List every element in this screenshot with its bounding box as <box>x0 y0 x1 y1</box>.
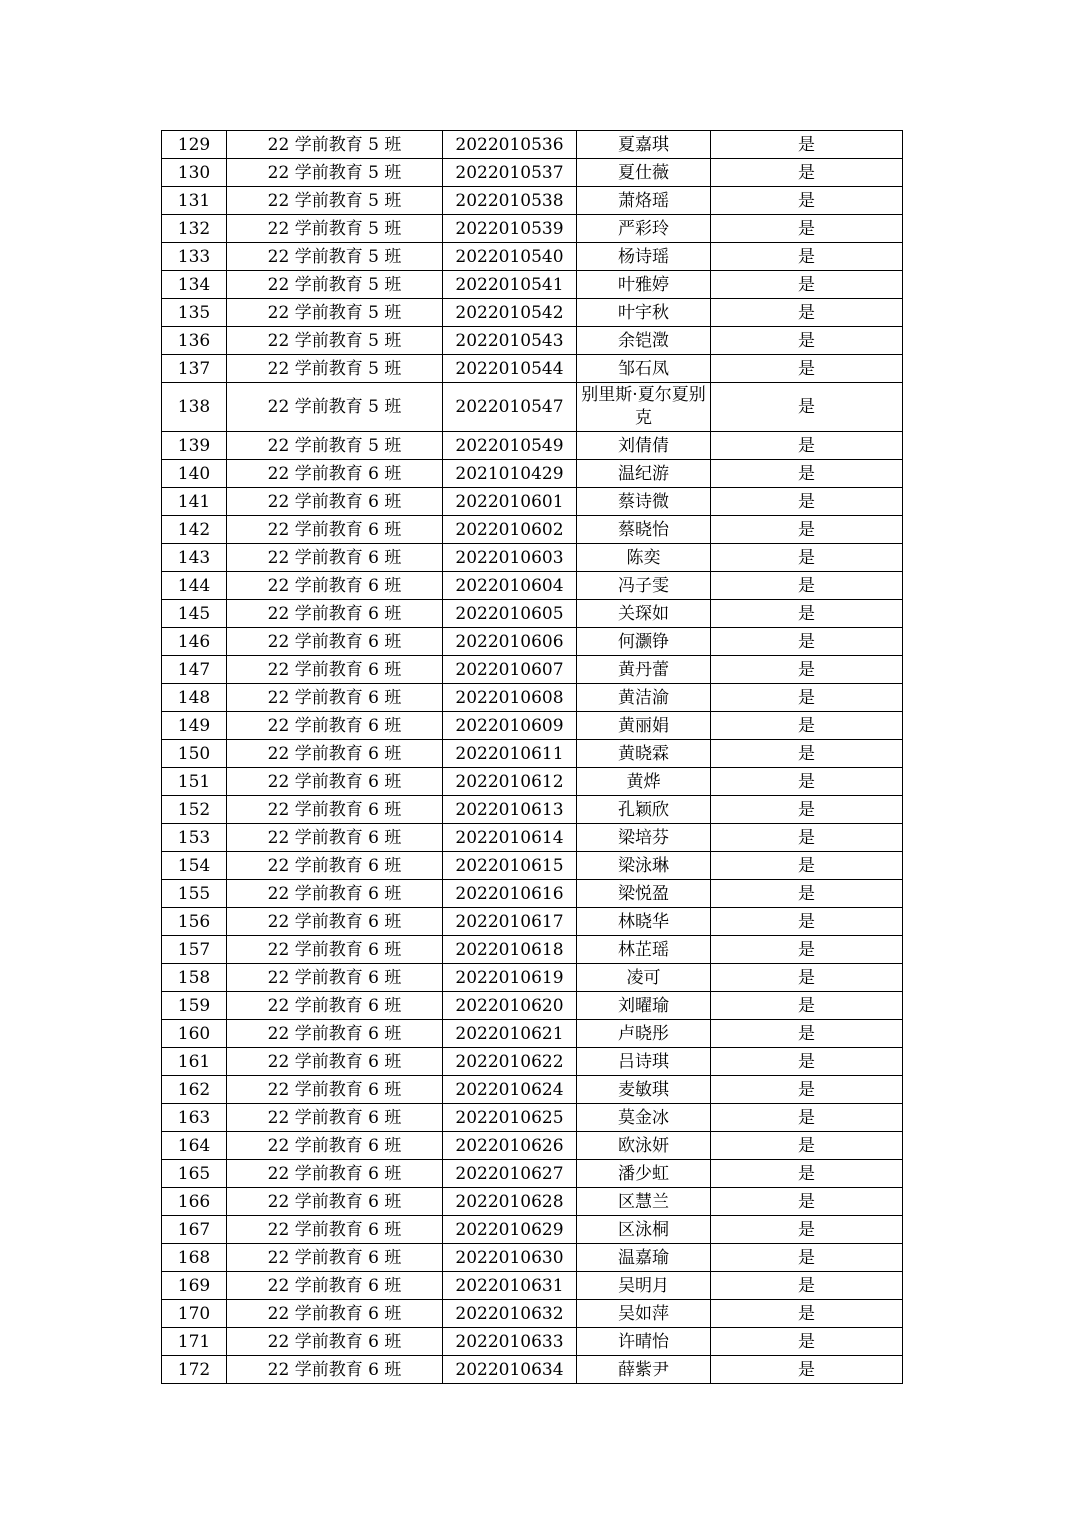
student-name-cell: 梁泳琳 <box>577 852 711 880</box>
class-name-cell: 22 学前教育 5 班 <box>227 187 443 215</box>
table-row <box>162 684 903 712</box>
table-row <box>162 131 903 159</box>
table-row <box>162 712 903 740</box>
student-name-cell: 蔡诗微 <box>577 488 711 516</box>
table-row <box>162 1216 903 1244</box>
status-cell: 是 <box>711 1356 903 1384</box>
status-cell: 是 <box>711 712 903 740</box>
class-name-cell: 22 学前教育 6 班 <box>227 1132 443 1160</box>
student-name-cell: 潘少虹 <box>577 1160 711 1188</box>
table-row <box>162 1076 903 1104</box>
class-name-cell: 22 学前教育 6 班 <box>227 460 443 488</box>
student-id-cell: 2022010538 <box>443 187 577 215</box>
row-number-cell: 171 <box>162 1328 227 1356</box>
class-name-cell: 22 学前教育 6 班 <box>227 1020 443 1048</box>
student-id-cell: 2022010608 <box>443 684 577 712</box>
student-id-cell: 2022010634 <box>443 1356 577 1384</box>
student-id-cell: 2022010543 <box>443 327 577 355</box>
student-id-cell: 2022010612 <box>443 768 577 796</box>
student-id-cell: 2022010615 <box>443 852 577 880</box>
class-name-cell: 22 学前教育 6 班 <box>227 908 443 936</box>
student-name-cell: 莫金冰 <box>577 1104 711 1132</box>
row-number-cell: 136 <box>162 327 227 355</box>
table-row <box>162 383 903 432</box>
row-number-cell: 155 <box>162 880 227 908</box>
student-name-cell: 冯子雯 <box>577 572 711 600</box>
status-cell: 是 <box>711 768 903 796</box>
table-row <box>162 516 903 544</box>
student-id-cell: 2022010547 <box>443 383 577 432</box>
table-row <box>162 215 903 243</box>
table-row <box>162 544 903 572</box>
student-id-cell: 2022010603 <box>443 544 577 572</box>
student-id-cell: 2022010614 <box>443 824 577 852</box>
table-row <box>162 740 903 768</box>
class-name-cell: 22 学前教育 6 班 <box>227 740 443 768</box>
status-cell: 是 <box>711 299 903 327</box>
status-cell: 是 <box>711 1020 903 1048</box>
student-name-cell: 邹石凤 <box>577 355 711 383</box>
table-row <box>162 880 903 908</box>
student-name-cell: 萧烙瑶 <box>577 187 711 215</box>
student-id-cell: 2022010624 <box>443 1076 577 1104</box>
student-id-cell: 2022010622 <box>443 1048 577 1076</box>
class-name-cell: 22 学前教育 6 班 <box>227 796 443 824</box>
row-number-cell: 129 <box>162 131 227 159</box>
row-number-cell: 156 <box>162 908 227 936</box>
student-id-cell: 2022010540 <box>443 243 577 271</box>
row-number-cell: 162 <box>162 1076 227 1104</box>
student-name-cell: 黄丽娟 <box>577 712 711 740</box>
student-name-cell: 梁悦盈 <box>577 880 711 908</box>
table-row <box>162 243 903 271</box>
student-id-cell: 2022010605 <box>443 600 577 628</box>
status-cell: 是 <box>711 131 903 159</box>
student-name-cell: 黄烨 <box>577 768 711 796</box>
table-row <box>162 852 903 880</box>
student-name-cell: 夏仕薇 <box>577 159 711 187</box>
row-number-cell: 167 <box>162 1216 227 1244</box>
status-cell: 是 <box>711 880 903 908</box>
student-id-cell: 2022010541 <box>443 271 577 299</box>
status-cell: 是 <box>711 740 903 768</box>
class-name-cell: 22 学前教育 6 班 <box>227 572 443 600</box>
status-cell: 是 <box>711 1216 903 1244</box>
table-row <box>162 824 903 852</box>
student-name-cell: 温嘉瑜 <box>577 1244 711 1272</box>
status-cell: 是 <box>711 908 903 936</box>
student-name-cell: 林晓华 <box>577 908 711 936</box>
table-row <box>162 488 903 516</box>
class-name-cell: 22 学前教育 6 班 <box>227 1328 443 1356</box>
row-number-cell: 142 <box>162 516 227 544</box>
table-row <box>162 908 903 936</box>
class-name-cell: 22 学前教育 5 班 <box>227 383 443 432</box>
student-name-cell: 严彩玲 <box>577 215 711 243</box>
student-name-cell: 蔡晓怡 <box>577 516 711 544</box>
class-name-cell: 22 学前教育 6 班 <box>227 1104 443 1132</box>
table-row <box>162 992 903 1020</box>
class-name-cell: 22 学前教育 6 班 <box>227 1300 443 1328</box>
status-cell: 是 <box>711 796 903 824</box>
status-cell: 是 <box>711 271 903 299</box>
status-cell: 是 <box>711 628 903 656</box>
student-id-cell: 2022010620 <box>443 992 577 1020</box>
row-number-cell: 150 <box>162 740 227 768</box>
row-number-cell: 147 <box>162 656 227 684</box>
row-number-cell: 145 <box>162 600 227 628</box>
class-name-cell: 22 学前教育 6 班 <box>227 488 443 516</box>
student-name-cell: 黄洁渝 <box>577 684 711 712</box>
row-number-cell: 138 <box>162 383 227 432</box>
student-id-cell: 2022010606 <box>443 628 577 656</box>
row-number-cell: 139 <box>162 432 227 460</box>
class-name-cell: 22 学前教育 5 班 <box>227 327 443 355</box>
row-number-cell: 158 <box>162 964 227 992</box>
student-id-cell: 2022010536 <box>443 131 577 159</box>
student-name-cell: 何灏铮 <box>577 628 711 656</box>
student-name-cell: 刘曜瑜 <box>577 992 711 1020</box>
row-number-cell: 134 <box>162 271 227 299</box>
student-id-cell: 2022010609 <box>443 712 577 740</box>
class-name-cell: 22 学前教育 6 班 <box>227 880 443 908</box>
status-cell: 是 <box>711 1132 903 1160</box>
student-name-cell: 黄丹蕾 <box>577 656 711 684</box>
table-row <box>162 271 903 299</box>
student-name-cell: 麦敏琪 <box>577 1076 711 1104</box>
row-number-cell: 172 <box>162 1356 227 1384</box>
status-cell: 是 <box>711 936 903 964</box>
class-name-cell: 22 学前教育 6 班 <box>227 852 443 880</box>
row-number-cell: 160 <box>162 1020 227 1048</box>
row-number-cell: 137 <box>162 355 227 383</box>
status-cell: 是 <box>711 215 903 243</box>
student-id-cell: 2022010626 <box>443 1132 577 1160</box>
student-name-cell: 黄晓霖 <box>577 740 711 768</box>
status-cell: 是 <box>711 460 903 488</box>
class-name-cell: 22 学前教育 6 班 <box>227 628 443 656</box>
row-number-cell: 141 <box>162 488 227 516</box>
row-number-cell: 148 <box>162 684 227 712</box>
table-row <box>162 1104 903 1132</box>
student-name-cell: 吴如萍 <box>577 1300 711 1328</box>
student-id-cell: 2022010544 <box>443 355 577 383</box>
student-id-cell: 2022010628 <box>443 1188 577 1216</box>
row-number-cell: 157 <box>162 936 227 964</box>
student-id-cell: 2022010617 <box>443 908 577 936</box>
student-name-cell: 余铠澂 <box>577 327 711 355</box>
row-number-cell: 168 <box>162 1244 227 1272</box>
student-name-cell: 刘倩倩 <box>577 432 711 460</box>
student-name-cell: 欧泳妍 <box>577 1132 711 1160</box>
student-id-cell: 2022010611 <box>443 740 577 768</box>
status-cell: 是 <box>711 824 903 852</box>
student-name-cell: 林芷瑶 <box>577 936 711 964</box>
status-cell: 是 <box>711 187 903 215</box>
status-cell: 是 <box>711 684 903 712</box>
student-name-cell: 夏嘉琪 <box>577 131 711 159</box>
student-name-cell: 陈奕 <box>577 544 711 572</box>
status-cell: 是 <box>711 383 903 432</box>
status-cell: 是 <box>711 1300 903 1328</box>
student-id-cell: 2022010537 <box>443 159 577 187</box>
status-cell: 是 <box>711 992 903 1020</box>
student-name-cell: 凌可 <box>577 964 711 992</box>
status-cell: 是 <box>711 488 903 516</box>
student-id-cell: 2022010629 <box>443 1216 577 1244</box>
status-cell: 是 <box>711 516 903 544</box>
row-number-cell: 154 <box>162 852 227 880</box>
class-name-cell: 22 学前教育 6 班 <box>227 768 443 796</box>
status-cell: 是 <box>711 1188 903 1216</box>
table-row <box>162 1188 903 1216</box>
row-number-cell: 163 <box>162 1104 227 1132</box>
row-number-cell: 143 <box>162 544 227 572</box>
class-name-cell: 22 学前教育 6 班 <box>227 1356 443 1384</box>
status-cell: 是 <box>711 1048 903 1076</box>
class-name-cell: 22 学前教育 6 班 <box>227 992 443 1020</box>
student-id-cell: 2022010616 <box>443 880 577 908</box>
row-number-cell: 140 <box>162 460 227 488</box>
status-cell: 是 <box>711 656 903 684</box>
student-list-table <box>161 130 903 1384</box>
student-id-cell: 2022010607 <box>443 656 577 684</box>
status-cell: 是 <box>711 1272 903 1300</box>
status-cell: 是 <box>711 159 903 187</box>
student-name-cell: 梁培芬 <box>577 824 711 852</box>
class-name-cell: 22 学前教育 6 班 <box>227 1160 443 1188</box>
class-name-cell: 22 学前教育 5 班 <box>227 355 443 383</box>
student-id-cell: 2022010632 <box>443 1300 577 1328</box>
student-id-cell: 2022010627 <box>443 1160 577 1188</box>
status-cell: 是 <box>711 600 903 628</box>
student-name-cell: 区泳桐 <box>577 1216 711 1244</box>
table-row <box>162 1356 903 1384</box>
student-id-cell: 2022010619 <box>443 964 577 992</box>
student-id-cell: 2022010625 <box>443 1104 577 1132</box>
row-number-cell: 159 <box>162 992 227 1020</box>
student-name-cell: 薛紫尹 <box>577 1356 711 1384</box>
class-name-cell: 22 学前教育 6 班 <box>227 1244 443 1272</box>
student-id-cell: 2022010549 <box>443 432 577 460</box>
class-name-cell: 22 学前教育 6 班 <box>227 824 443 852</box>
status-cell: 是 <box>711 1076 903 1104</box>
class-name-cell: 22 学前教育 6 班 <box>227 1048 443 1076</box>
student-id-cell: 2022010618 <box>443 936 577 964</box>
row-number-cell: 146 <box>162 628 227 656</box>
table-row <box>162 936 903 964</box>
student-name-cell: 许晴怡 <box>577 1328 711 1356</box>
class-name-cell: 22 学前教育 6 班 <box>227 656 443 684</box>
status-cell: 是 <box>711 964 903 992</box>
table-row <box>162 1244 903 1272</box>
class-name-cell: 22 学前教育 5 班 <box>227 131 443 159</box>
status-cell: 是 <box>711 1328 903 1356</box>
row-number-cell: 161 <box>162 1048 227 1076</box>
student-id-cell: 2022010613 <box>443 796 577 824</box>
class-name-cell: 22 学前教育 5 班 <box>227 299 443 327</box>
row-number-cell: 152 <box>162 796 227 824</box>
student-name-cell: 吕诗琪 <box>577 1048 711 1076</box>
table-row <box>162 964 903 992</box>
status-cell: 是 <box>711 1104 903 1132</box>
table-row <box>162 460 903 488</box>
class-name-cell: 22 学前教育 6 班 <box>227 964 443 992</box>
student-id-cell: 2022010601 <box>443 488 577 516</box>
status-cell: 是 <box>711 572 903 600</box>
status-cell: 是 <box>711 852 903 880</box>
row-number-cell: 170 <box>162 1300 227 1328</box>
table-row <box>162 572 903 600</box>
class-name-cell: 22 学前教育 5 班 <box>227 159 443 187</box>
table-row <box>162 432 903 460</box>
table-body <box>162 131 903 1384</box>
student-id-cell: 2022010633 <box>443 1328 577 1356</box>
row-number-cell: 164 <box>162 1132 227 1160</box>
student-name-cell: 孔颖欣 <box>577 796 711 824</box>
table-row <box>162 327 903 355</box>
student-name-cell: 叶雅婷 <box>577 271 711 299</box>
student-id-cell: 2021010429 <box>443 460 577 488</box>
class-name-cell: 22 学前教育 6 班 <box>227 684 443 712</box>
row-number-cell: 131 <box>162 187 227 215</box>
table-row <box>162 1132 903 1160</box>
student-id-cell: 2022010621 <box>443 1020 577 1048</box>
student-name-cell: 叶宇秋 <box>577 299 711 327</box>
student-name-cell: 杨诗瑶 <box>577 243 711 271</box>
table-row <box>162 1048 903 1076</box>
student-name-cell: 关琛如 <box>577 600 711 628</box>
row-number-cell: 166 <box>162 1188 227 1216</box>
class-name-cell: 22 学前教育 5 班 <box>227 243 443 271</box>
student-name-cell: 吴明月 <box>577 1272 711 1300</box>
table-row <box>162 796 903 824</box>
status-cell: 是 <box>711 432 903 460</box>
status-cell: 是 <box>711 327 903 355</box>
student-name-cell: 温纪游 <box>577 460 711 488</box>
table-row <box>162 628 903 656</box>
student-id-cell: 2022010539 <box>443 215 577 243</box>
row-number-cell: 133 <box>162 243 227 271</box>
table-row <box>162 187 903 215</box>
table-row <box>162 600 903 628</box>
table-row <box>162 355 903 383</box>
student-id-cell: 2022010631 <box>443 1272 577 1300</box>
row-number-cell: 169 <box>162 1272 227 1300</box>
table-row <box>162 1300 903 1328</box>
table-row <box>162 1328 903 1356</box>
class-name-cell: 22 学前教育 6 班 <box>227 544 443 572</box>
table-row <box>162 159 903 187</box>
status-cell: 是 <box>711 1160 903 1188</box>
table-row <box>162 1272 903 1300</box>
class-name-cell: 22 学前教育 5 班 <box>227 271 443 299</box>
class-name-cell: 22 学前教育 6 班 <box>227 1076 443 1104</box>
student-name-cell: 区慧兰 <box>577 1188 711 1216</box>
row-number-cell: 132 <box>162 215 227 243</box>
row-number-cell: 149 <box>162 712 227 740</box>
status-cell: 是 <box>711 243 903 271</box>
status-cell: 是 <box>711 544 903 572</box>
table-row <box>162 1160 903 1188</box>
student-name-cell: 别里斯·夏尔夏别克 <box>577 383 711 432</box>
student-name-cell: 卢晓彤 <box>577 1020 711 1048</box>
class-name-cell: 22 学前教育 6 班 <box>227 516 443 544</box>
table-row <box>162 1020 903 1048</box>
row-number-cell: 151 <box>162 768 227 796</box>
student-id-cell: 2022010602 <box>443 516 577 544</box>
row-number-cell: 135 <box>162 299 227 327</box>
student-id-cell: 2022010604 <box>443 572 577 600</box>
row-number-cell: 153 <box>162 824 227 852</box>
student-id-cell: 2022010630 <box>443 1244 577 1272</box>
status-cell: 是 <box>711 355 903 383</box>
class-name-cell: 22 学前教育 5 班 <box>227 215 443 243</box>
row-number-cell: 165 <box>162 1160 227 1188</box>
class-name-cell: 22 学前教育 6 班 <box>227 712 443 740</box>
student-id-cell: 2022010542 <box>443 299 577 327</box>
class-name-cell: 22 学前教育 6 班 <box>227 936 443 964</box>
row-number-cell: 144 <box>162 572 227 600</box>
class-name-cell: 22 学前教育 6 班 <box>227 600 443 628</box>
class-name-cell: 22 学前教育 6 班 <box>227 1188 443 1216</box>
table-row <box>162 768 903 796</box>
status-cell: 是 <box>711 1244 903 1272</box>
class-name-cell: 22 学前教育 5 班 <box>227 432 443 460</box>
table-row <box>162 656 903 684</box>
row-number-cell: 130 <box>162 159 227 187</box>
class-name-cell: 22 学前教育 6 班 <box>227 1272 443 1300</box>
table-row <box>162 299 903 327</box>
class-name-cell: 22 学前教育 6 班 <box>227 1216 443 1244</box>
